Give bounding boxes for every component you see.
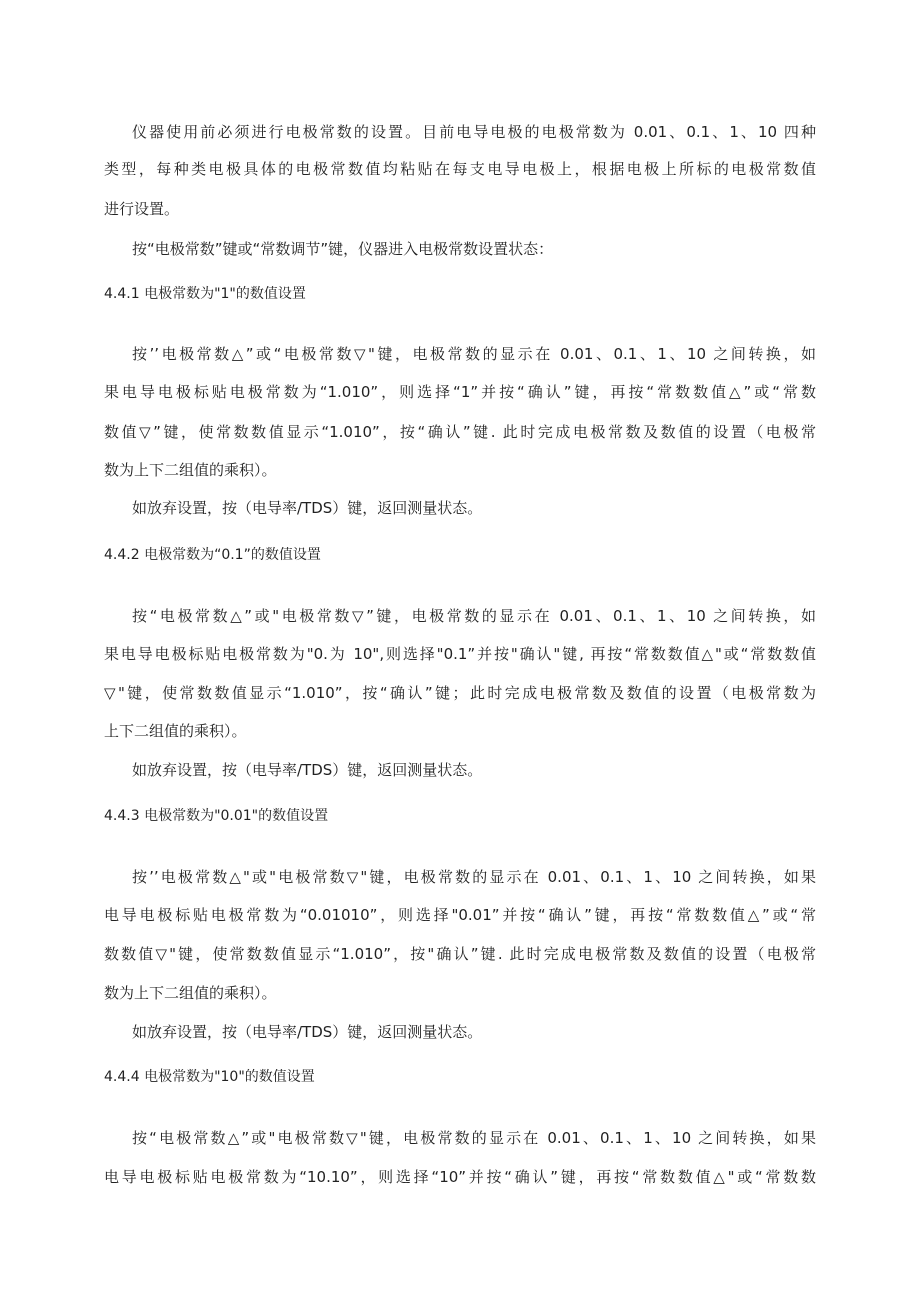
section-4-4-3-line-2: 电导电极标贴电极常数为“0.01010”，则选择"0.01”并按“确认”键，再按“常数数值△”或“常 [104, 906, 816, 924]
section-4-4-4-line-1: 按“电极常数△”或"电极常数▽"键，电极常数的显示在 0.01、0.1、1、10 之间转换，如果 [132, 1129, 816, 1147]
section-4-4-1-line-3: 数值▽”键，使常数数值显示“1.010”，按“确认”键. 此时完成电极常数及数值的设置（电极常 [104, 423, 816, 441]
section-4-4-1-cancel-line: 如放弃设置，按（电导率/TDS）键，返回测量状态。 [132, 499, 483, 517]
section-4-4-2-line-4: 上下二组值的乘积）。 [104, 722, 247, 740]
intro-paragraph-line-3: 进行设置。 [104, 200, 180, 218]
section-heading-4-4-4: 4.4.4 电极常数为"10"的数值设置 [104, 1069, 315, 1085]
setup-instruction-line: 按“电极常数”键或“常数调节”键，仪器进入电极常数设置状态： [132, 240, 554, 258]
section-4-4-3-line-4: 数为上下二组值的乘积）。 [104, 984, 277, 1002]
section-4-4-2-line-1: 按“电极常数△”或"电极常数▽”键，电极常数的显示在 0.01、0.1、1、10 之间转换，如 [132, 607, 816, 625]
section-heading-4-4-2: 4.4.2 电极常数为“0.1”的数值设置 [104, 547, 321, 563]
section-4-4-1-line-2: 果电导电极标贴电极常数为“1.010”，则选择“1”并按“确认”键，再按“常数数值△”或“常数 [104, 383, 816, 401]
section-4-4-1-line-4: 数为上下二组值的乘积）。 [104, 461, 277, 479]
section-4-4-2-cancel-line: 如放弃设置，按（电导率/TDS）键，返回测量状态。 [132, 761, 483, 779]
section-4-4-3-cancel-line: 如放弃设置，按（电导率/TDS）键，返回测量状态。 [132, 1023, 483, 1041]
section-4-4-2-line-2: 果电导电极标贴电极常数为"0.为 10",则选择"0.1”并按"确认"键, 再按“常数数值△"或“常数数值 [104, 645, 816, 663]
intro-paragraph-line-1: 仪器使用前必须进行电极常数的设置。目前电导电极的电极常数为 0.01、0.1、1、10 四种 [132, 123, 816, 141]
section-heading-4-4-3: 4.4.3 电极常数为"0.01"的数值设置 [104, 808, 329, 824]
section-4-4-3-line-1: 按’’电极常数△"或"电极常数▽"键，电极常数的显示在 0.01、0.1、1、10 之间转换，如果 [132, 868, 816, 886]
intro-paragraph-line-2: 类型，每种类电极具体的电极常数值均粘贴在每支电导电极上，根据电极上所标的电极常数值 [104, 160, 816, 178]
section-4-4-2-line-3: ▽"键，使常数数值显示“1.010”，按“确认”键；此时完成电极常数及数值的设置（电极常数为 [104, 684, 816, 702]
section-4-4-3-line-3: 数数值▽"键，使常数数值显示“1.010”，按"确认”键. 此时完成电极常数及数值的设置（电极常 [104, 945, 816, 963]
section-heading-4-4-1: 4.4.1 电极常数为"1"的数值设置 [104, 286, 306, 302]
section-4-4-4-line-2: 电导电极标贴电极常数为“10.10”，则选择“10”并按“确认”键，再按“常数数值△"或“常数数 [104, 1168, 816, 1186]
section-4-4-1-line-1: 按’’电极常数△”或“电极常数▽"键，电极常数的显示在 0.01、0.1、1、10 之间转换，如 [132, 345, 816, 363]
